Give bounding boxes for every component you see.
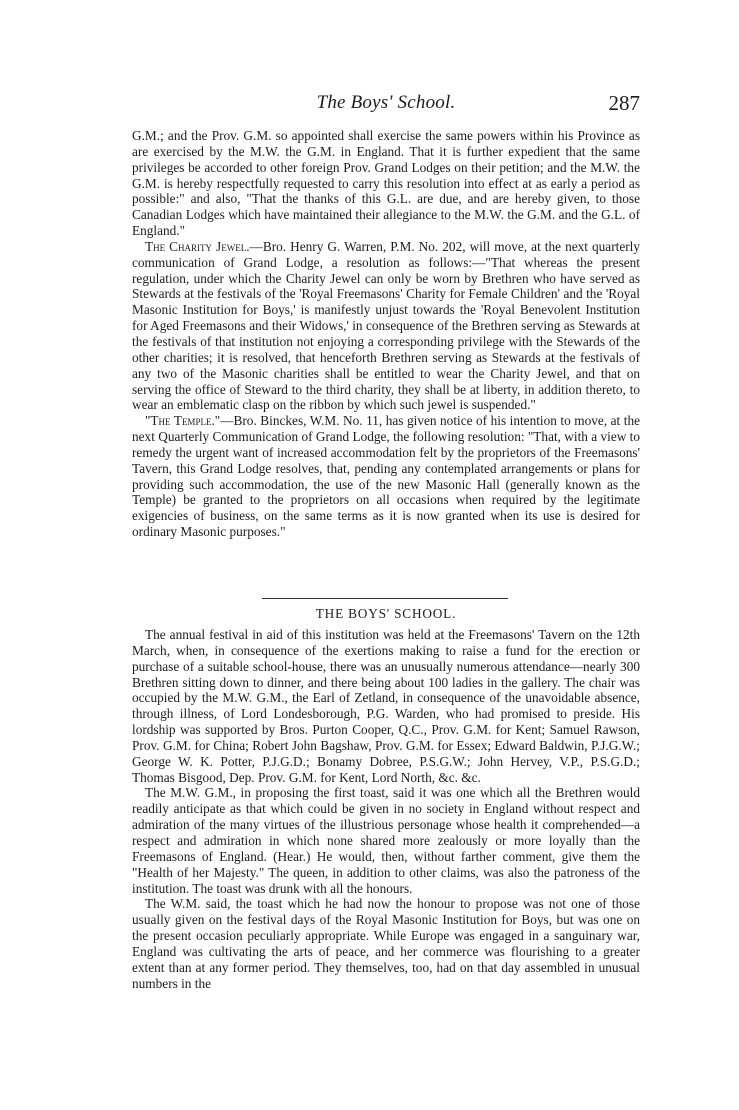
paragraph-second-toast: The W.M. said, the toast which he had now the honour to propose was not one of those usually given on the festival days of the Royal Masonic Institution for Boys, but was one on the present occasion peculiarly appropriate. While Europe was engaged in a sanguinary war, England was cultivating the arts of peace, and her commerce was flourishing to a greater extent than at any former period. They themselves, too, had on that day assembled in unusual numbers in the (132, 896, 640, 991)
the-temple-text: —Bro. Binckes, W.M. No. 11, has given notice of his intention to move, at the next Quarterly Communication of Grand Lodge, the following resolution: "That, with a view to remedy the urgent want of increased accommodation felt by the proprietors of the Freemasons' Tavern, this Grand Lodge resolves, that, pending any contemplated arrangements or plans for providing such accommodation, the use of the new Masonic Hall (generally known as the Temple) be granted to the proprietors on all occasions when required by the legitimate exigencies of business, on the same terms as it is now granted when its use is desired for ordinary Masonic purposes." (132, 413, 641, 540)
page-header (132, 92, 640, 118)
charity-jewel-text: —Bro. Henry G. Warren, P.M. No. 202, will move, at the next quarterly communication of Grand Lodge, a resolution as follows:—"That whereas the present regulation, under which the Charity Jewel can only be worn by Brethren who have served as Stewards at the festivals of the 'Royal Freemasons' Charity for Female Children' and the 'Royal Masonic Institution for Boys,' is manifestly unjust towards the 'Royal Benevolent Institution for Aged Freemasons and their Widows,' in consequence of the Brethren serving as Stewards at the festivals of that institution not enjoying a corresponding privilege with the Stewards of the other charities; it is resolved, that henceforth Brethren serving as Stewards at the festivals of any two of the Masonic charities shall be entitled to wear the Charity Jewel, and that on serving the office of Steward to the third charity, they shall be at liberty, in addition thereto, to wear an emblematic clasp on the ribbon by which such jewel is suspended." (132, 238, 640, 413)
paragraph-annual-festival: The annual festival in aid of this institution was held at the Freemasons' Tavern on the 12th March, when, in consequence of the exertions making to raise a fund for the erection or purchase of a suitable school-house, there was an unusually numerous attendance—nearly 300 Brethren sitting down to dinner, and there being about 100 ladies in the gallery. The chair was occupied by the M.W. G.M., the Earl of Zetland, in consequence of the unavoidable absence, through illness, of Lord Londesborough, P.G. Warden, who had promised to preside. His lordship was supported by Bros. Purton Cooper, Q.C., Prov. G.M. for Kent; Samuel Rawson, Prov. G.M. for China; Robert John Bagshaw, Prov. G.M. for Essex; Edward Baldwin, P.J.G.W.; George W. K. Potter, P.J.G.D.; Bonamy Dobree, P.S.G.W.; John Hervey, V.P., P.S.G.D.; Thomas Bisgood, Dep. Prov. G.M. for Kent, Lord North, &c. &c. (132, 627, 640, 785)
resolutions-section (132, 128, 640, 540)
page-number: 287 (608, 91, 640, 115)
section-divider (262, 598, 508, 599)
paragraph-charity-jewel (132, 239, 640, 413)
charity-jewel-lead: The Charity Jewel. (145, 238, 250, 254)
section-heading: THE BOYS' SCHOOL. (315, 606, 457, 621)
paragraph-first-toast: The M.W. G.M., in proposing the first toast, said it was one which all the Brethren would readily anticipate as that which could be given in no society in England without respect and admiration of the many virtues of the illustrious personage whose health it comprehended—a respect and admiration in which none shared more zealously or more loyally than the Freemasons of England. (Hear.) He would, then, without farther comment, give them the "Health of her Majesty." The queen, in addition to other claims, was also the patroness of the institution. The toast was drunk with all the honours. (132, 785, 640, 896)
boys-school-section (132, 627, 640, 991)
paragraph-the-temple (132, 413, 640, 540)
running-title: The Boys' School. (316, 92, 456, 113)
the-temple-lead: "The Temple." (145, 413, 221, 429)
paragraph-canadian-lodges: G.M.; and the Prov. G.M. so appointed shall exercise the same powers within his Province as are exercised by the M.W. the G.M. in England. That it is further expedient that the same privileges be accorded to other foreign Prov. Grand Lodges on their petition; and the M.W. the G.M. is hereby respectfully requested to carry this resolution into effect at as early a period as possible:" and also, "That the thanks of this G.L. are due, and are hereby given, to those Canadian Lodges which have maintained their allegiance to the M.W. the G.M. and the G.L. of England." (132, 128, 640, 239)
